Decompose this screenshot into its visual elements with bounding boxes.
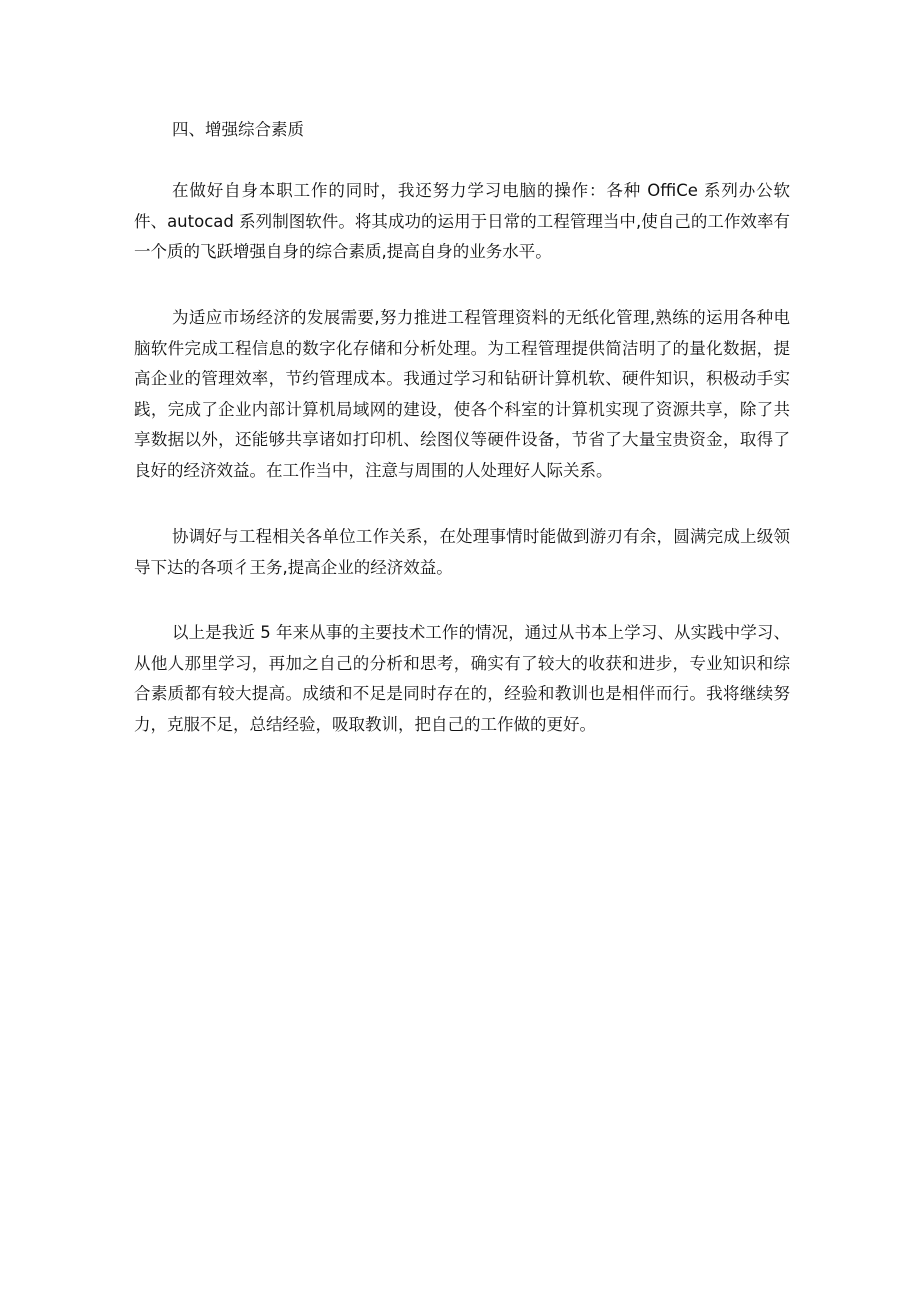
paragraph-coordination: 协调好与工程相关各单位工作关系，在处理事情时能做到游刃有余，圆满完成上级领导下达的各项彳王务,提高企业的经济效益。 [134,527,790,577]
paragraph-paperless-management: 为适应市场经济的发展需要,努力推进工程管理资料的无纸化管理,熟练的运用各种电脑软件完成工程信息的数字化存储和分析处理。为工程管理提供简洁明了的量化数据，提高企业的管理效率，节约管理成本。我通过学习和钻研计算机软、硬件知识，积极动手实践，完成了企业内部计算机局域网的建设，使各个科室的计算机实现了资源共享，除了共享数据以外，还能够共享诸如打印机、绘图仪等硬件设备，节省了大量宝贵资金，取得了良好的经济效益。在工作当中，注意与周围的人处理好人际关系。 [134,308,790,480]
section-heading: 四、增强综合素质 [172,120,304,139]
paragraph-office-skills: 在做好自身本职工作的同时，我还努力学习电脑的操作：各种 OffiCe 系列办公软件、autocad 系列制图软件。将其成功的运用于日常的工程管理当中,使自己的工作效率有一个质的飞跃增强自身的综合素质,提高自身的业务水平。 [134,181,790,262]
paragraph-summary: 以上是我近 5 年来从事的主要技术工作的情况，通过从书本上学习、从实践中学习、从他人那里学习，再加之自己的分析和思考，确实有了较大的收获和进步，专业知识和综合素质都有较大提高。成绩和不足是同时存在的，经验和教训也是相伴而行。我将继续努力，克服不足，总结经验，吸取教训，把自己的工作做的更好。 [134,623,790,734]
